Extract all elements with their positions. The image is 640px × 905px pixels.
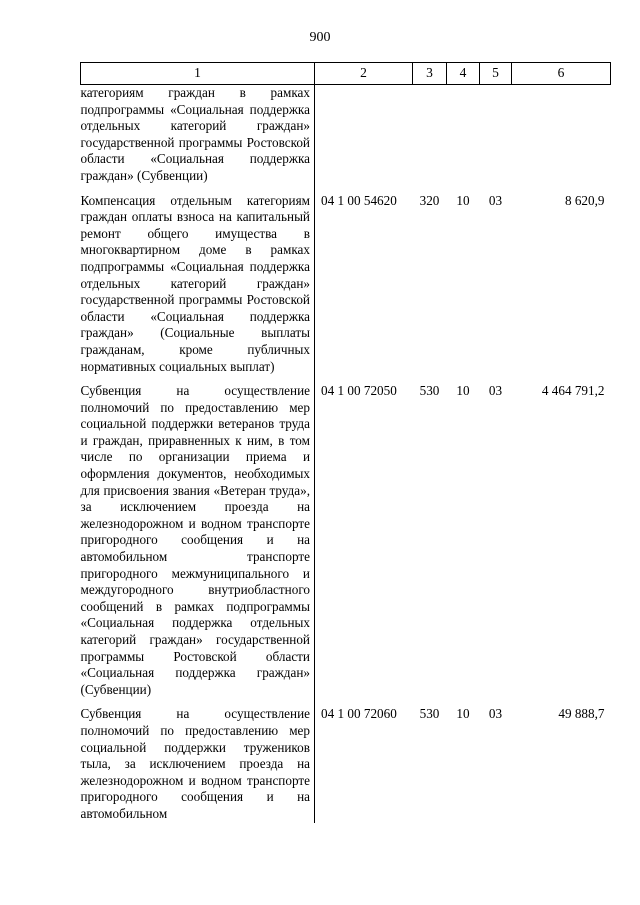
column-header-3: 3 xyxy=(413,63,447,85)
row-rz-cell: 10 xyxy=(456,706,470,722)
column-header-4: 4 xyxy=(447,63,480,85)
budget-table xyxy=(80,62,611,823)
row-pr-cell: 03 xyxy=(488,706,503,722)
row-name-cell: Субвенция на осуществление полномочий по предоставлению мер социальной поддержки тружеников тыла, за исключением проезда на железнодорожном и водном транспорте пригородного сообщения и на автомобильном xyxy=(81,698,315,822)
column-header-1: 1 xyxy=(81,63,315,85)
row-vr-cell: 530 xyxy=(419,383,440,399)
row-amount-cell: 49 888,7 xyxy=(558,706,605,722)
row-vr-cell: 320 xyxy=(419,192,440,208)
column-header-5: 5 xyxy=(480,63,512,85)
column-header-6: 6 xyxy=(512,63,611,85)
row-amount-cell: 4 464 791,2 xyxy=(541,383,605,399)
row-code-cell: 04 1 00 72050 xyxy=(321,383,397,399)
row-pr-cell: 03 xyxy=(488,383,503,399)
row-code-cell xyxy=(315,85,413,185)
row-amount-cell xyxy=(512,85,611,185)
row-rz-cell: 10 xyxy=(456,383,470,399)
row-name-cell: Субвенция на осуществление полномочий по предоставлению мер социальной поддержки ветеранов труда и граждан, приравненных к ним, в том числе по организации приема и оформления документов, необходимых для присвоения звания «Ветеран труда», за исключением проезда на железнодорожном и водном транспорте пригородного сообщения и на автомобильном транспорте пригородного межмуниципального и междугородного внутриобластного сообщений в рамках подпрограммы «Социальная поддержка отдельных категорий граждан» государственной программы Ростовской области «Социальная поддержка граждан» (Субвенции) xyxy=(81,375,315,698)
row-pr-cell xyxy=(480,85,512,185)
table-header-row xyxy=(81,63,611,85)
page-number: 900 xyxy=(309,30,331,45)
row-name-cell: категориям граждан в рамках подпрограммы «Социальная поддержка отдельных категорий граждан» государственной программы Ростовской области «Социальная поддержка граждан» (Субвенции) xyxy=(81,85,315,185)
table-row xyxy=(81,375,611,698)
row-pr-cell: 03 xyxy=(488,192,503,208)
row-vr-cell: 530 xyxy=(419,706,440,722)
row-vr-cell xyxy=(413,85,447,185)
row-rz-cell xyxy=(447,85,480,185)
row-name-cell: Компенсация отдельным категориям граждан оплаты взноса на капитальный ремонт общего имущества в многоквартирном доме в рамках подпрограммы «Социальная поддержка отдельных категорий граждан» государственной программы Ростовской области «Социальная поддержка граждан» (Социальные выплаты гражданам, кроме публичных нормативных социальных выплат) xyxy=(81,185,315,376)
column-header-2: 2 xyxy=(315,63,413,85)
row-code-cell: 04 1 00 54620 xyxy=(321,192,397,208)
row-code-cell: 04 1 00 72060 xyxy=(321,706,397,722)
table-row xyxy=(81,85,611,185)
row-rz-cell: 10 xyxy=(456,192,470,208)
row-amount-cell: 8 620,9 xyxy=(564,192,605,208)
table-row xyxy=(81,185,611,376)
table-row xyxy=(81,698,611,822)
